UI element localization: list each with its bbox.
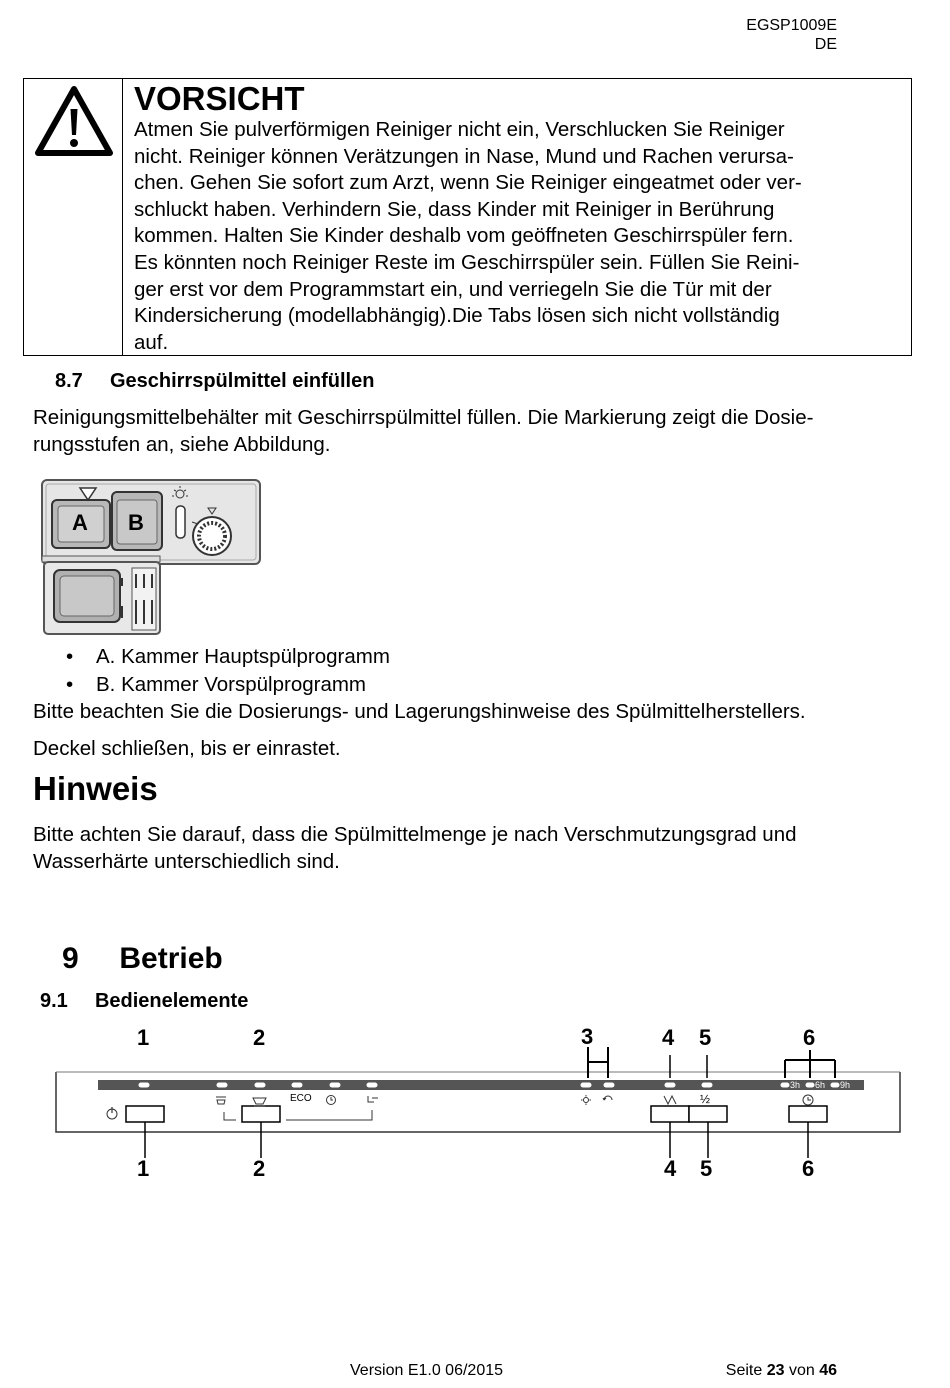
list-item bbox=[0, 643, 390, 671]
callout-top-2: 2 bbox=[253, 1025, 266, 1050]
page-total: 46 bbox=[819, 1362, 837, 1379]
footer-page bbox=[726, 1362, 837, 1380]
caution-line: kommen. Halten Sie Kinder deshalb vom geöffneten Geschirrspüler fern. bbox=[134, 224, 794, 248]
doc-language: DE bbox=[814, 36, 837, 53]
document-code bbox=[746, 16, 837, 54]
half-load-label: ½ bbox=[700, 1092, 711, 1106]
caution-line: ger erst vor dem Programmstart ein, und verriegeln Sie die Tür mit der bbox=[134, 277, 772, 301]
paragraph: Deckel schließen, bis er einrastet. bbox=[33, 737, 341, 760]
callout-bottom-2: 2 bbox=[253, 1156, 266, 1181]
caution-line: Atmen Sie pulverförmigen Reiniger nicht ein, Verschlucken Sie Reiniger bbox=[134, 118, 785, 141]
bullet-glyph: • bbox=[66, 673, 74, 696]
hinweis-text bbox=[33, 821, 797, 875]
eco-label: ECO bbox=[290, 1093, 312, 1104]
caution-divider bbox=[122, 79, 123, 355]
caution-text bbox=[134, 117, 894, 356]
dosage-note bbox=[33, 698, 806, 725]
callout-bottom-6: 6 bbox=[802, 1156, 815, 1181]
callout-top-6: 6 bbox=[803, 1025, 816, 1050]
section-number: 8.7 bbox=[55, 370, 83, 392]
intro-line: Reinigungsmittelbehälter mit Geschirrspülmittel füllen. Die Markierung zeigt die Dosie- bbox=[33, 406, 814, 429]
page-number: 23 bbox=[766, 1362, 785, 1379]
caution-line: Es könnten noch Reiniger Reste im Geschirrspüler sein. Füllen Sie Reini- bbox=[134, 250, 800, 274]
chapter-number: 9 bbox=[62, 942, 79, 975]
control-panel-diagram bbox=[0, 1020, 950, 1190]
caution-title: VORSICHT bbox=[134, 80, 305, 117]
list-item-text: A. Kammer Hauptspülprogramm bbox=[96, 645, 390, 668]
callout-bottom-4: 4 bbox=[664, 1156, 677, 1181]
callout-top-3: 3 bbox=[581, 1024, 594, 1049]
paragraph: Bitte beachten Sie die Dosierungs- und Lagerungshinweise des Spülmittelherstellers. bbox=[33, 700, 806, 723]
warning-triangle-icon bbox=[34, 85, 114, 162]
section-number: 9.1 bbox=[40, 990, 68, 1012]
compartment-list bbox=[0, 643, 390, 699]
caution-line: Kindersicherung (modellabhängig).Die Tabs lösen sich nicht vollständig bbox=[134, 304, 780, 328]
section-9-1-heading bbox=[40, 990, 248, 1013]
timer-6h-label: 6h bbox=[815, 1080, 826, 1090]
list-item bbox=[0, 671, 390, 699]
dispenser-illustration bbox=[40, 478, 264, 643]
compartment-b-label: B bbox=[128, 510, 144, 535]
callout-top-5: 5 bbox=[699, 1025, 712, 1050]
callout-top-1: 1 bbox=[137, 1025, 150, 1050]
section-title: Geschirrspülmittel einfüllen bbox=[109, 370, 375, 392]
list-item-text: B. Kammer Vorspülprogramm bbox=[96, 673, 367, 696]
callout-top-4: 4 bbox=[662, 1025, 675, 1050]
section-title: Bedienelemente bbox=[94, 990, 249, 1012]
bullet-glyph: • bbox=[66, 645, 74, 668]
caution-line: nicht. Reiniger können Verätzungen in Nase, Mund und Rachen verursa- bbox=[134, 144, 794, 168]
section-8-7-intro bbox=[33, 404, 813, 458]
caution-line: schluckt haben. Verhindern Sie, dass Kinder mit Reiniger in Berührung bbox=[134, 197, 775, 221]
chapter-title: Betrieb bbox=[119, 942, 223, 975]
hinweis-line: Bitte achten Sie darauf, dass die Spülmittelmenge je nach Verschmutzungsgrad und bbox=[33, 823, 797, 846]
doc-code: EGSP1009E bbox=[746, 17, 837, 34]
callout-bottom-5: 5 bbox=[700, 1156, 713, 1181]
intro-line: rungsstufen an, siehe Abbildung. bbox=[33, 433, 331, 456]
page-of: von bbox=[788, 1362, 815, 1379]
close-lid-note bbox=[33, 735, 341, 762]
section-8-7-heading bbox=[55, 370, 374, 393]
hinweis-line: Wasserhärte unterschiedlich sind. bbox=[33, 850, 340, 873]
compartment-a-label: A bbox=[72, 510, 88, 535]
footer-version: Version E1.0 06/2015 bbox=[350, 1362, 504, 1379]
timer-9h-label: 9h bbox=[840, 1080, 851, 1090]
caution-line: auf. bbox=[134, 330, 169, 354]
timer-3h-label: 3h bbox=[790, 1080, 801, 1090]
callout-bottom-1: 1 bbox=[137, 1156, 150, 1181]
page-prefix: Seite bbox=[725, 1362, 763, 1379]
chapter-9-heading bbox=[62, 942, 223, 976]
caution-line: chen. Gehen Sie sofort zum Arzt, wenn Sie Reiniger eingeatmet oder ver- bbox=[134, 171, 802, 195]
caution-box bbox=[23, 78, 912, 356]
hinweis-heading: Hinweis bbox=[33, 770, 158, 807]
